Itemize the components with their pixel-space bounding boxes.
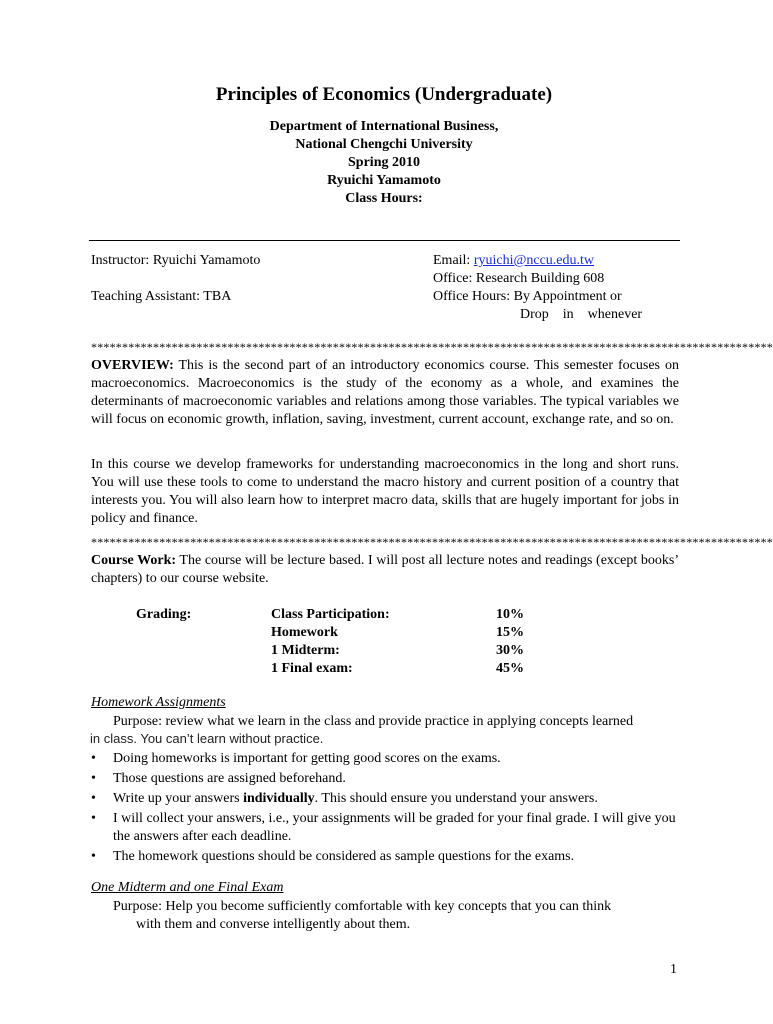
coursework-heading: Course Work: — [91, 553, 177, 568]
grading-item-percent: 15% — [496, 625, 524, 640]
term-line: Spring 2010 — [348, 155, 420, 170]
instructor-name-line: Ryuichi Yamamoto — [327, 173, 441, 188]
homework-heading: Homework Assignments — [91, 695, 226, 710]
star-divider: ************************************************************************************************************** — [91, 535, 773, 549]
grading-item-name: 1 Midterm: — [271, 643, 340, 658]
bullet-icon: • — [91, 771, 96, 786]
overview-paragraph — [91, 357, 679, 429]
grading-item-name: 1 Final exam: — [271, 661, 353, 676]
office-label: Office: Research Building 608 — [433, 271, 605, 286]
office-hours-label: Office Hours: By Appointment or — [433, 289, 622, 304]
list-item: • Doing homeworks is important for getting good scores on the exams. — [91, 751, 501, 766]
document-title: Principles of Economics (Undergraduate) — [215, 84, 553, 105]
list-item: • I will collect your answers, i.e., your assignments will be graded for your final grade. I will give you the answers after each deadline. — [91, 811, 676, 844]
homework-bullet-list — [91, 750, 679, 866]
exams-heading: One Midterm and one Final Exam — [91, 880, 284, 895]
grading-item-name: Class Participation: — [271, 607, 390, 622]
coursework-text: The course will be lecture based. I will post all lecture notes and readings (except books’ chapters) to our course website. — [91, 553, 679, 586]
grading-item-name: Homework — [271, 625, 338, 640]
office-hours-continuation: Drop in whenever — [520, 307, 643, 322]
instructor-label: Instructor: Ryuichi Yamamoto — [91, 253, 261, 268]
homework-purpose: Purpose: review what we learn in the class and provide practice in applying concepts learned — [113, 714, 634, 729]
list-item: • Write up your answers individually. This should ensure you understand your answers. — [91, 791, 598, 806]
grading-label: Grading: — [136, 607, 192, 622]
university-line: National Chengchi University — [295, 137, 473, 152]
list-item: • The homework questions should be considered as sample questions for the exams. — [91, 849, 575, 864]
star-divider: ************************************************************************************************************** — [91, 340, 773, 354]
page-number: 1 — [670, 962, 677, 977]
grading-item-percent: 30% — [496, 643, 524, 658]
homework-purpose-continuation: in class. You can’t learn without practice. — [90, 731, 324, 746]
overview-text: This is the second part of an introductory economics course. This semester focuses on macroeconomics. Macroeconomics is the study of the economy as a whole, and examines the determinants of macroeconomic variables and relations among those variables. The typical variables we will focus on economic growth, inflation, saving, investment, current account, exchange rate, and so on. — [91, 358, 679, 427]
exams-purpose: Purpose: Help you become sufficiently comfortable with key concepts that you can think — [113, 899, 612, 914]
email-label: Email: — [433, 253, 474, 268]
email-row — [433, 252, 594, 270]
overview-heading: OVERVIEW: — [91, 358, 174, 373]
department-line: Department of International Business, — [269, 119, 499, 134]
header-rule — [89, 240, 680, 241]
bullet-icon: • — [91, 849, 96, 864]
bullet-icon: • — [91, 751, 96, 766]
teaching-assistant-label: Teaching Assistant: TBA — [91, 289, 232, 304]
email-link[interactable]: ryuichi@nccu.edu.tw — [473, 253, 595, 268]
list-item: • Those questions are assigned beforehand. — [91, 771, 346, 786]
exams-purpose-continuation: with them and converse intelligently about them. — [136, 917, 411, 932]
class-hours-line: Class Hours: — [345, 191, 423, 206]
bullet-icon: • — [91, 791, 96, 806]
bullet-icon: • — [91, 811, 96, 826]
coursework-paragraph — [91, 552, 679, 588]
frameworks-paragraph: In this course we develop frameworks for understanding macroeconomics in the long and short runs. You will use these tools to come to understand the macro history and current position of a country that interests you. You will also learn how to interpret macro data, skills that are hugely important for jobs in policy and finance. — [91, 457, 679, 526]
grading-item-percent: 45% — [496, 661, 524, 676]
grading-item-percent: 10% — [496, 607, 524, 622]
